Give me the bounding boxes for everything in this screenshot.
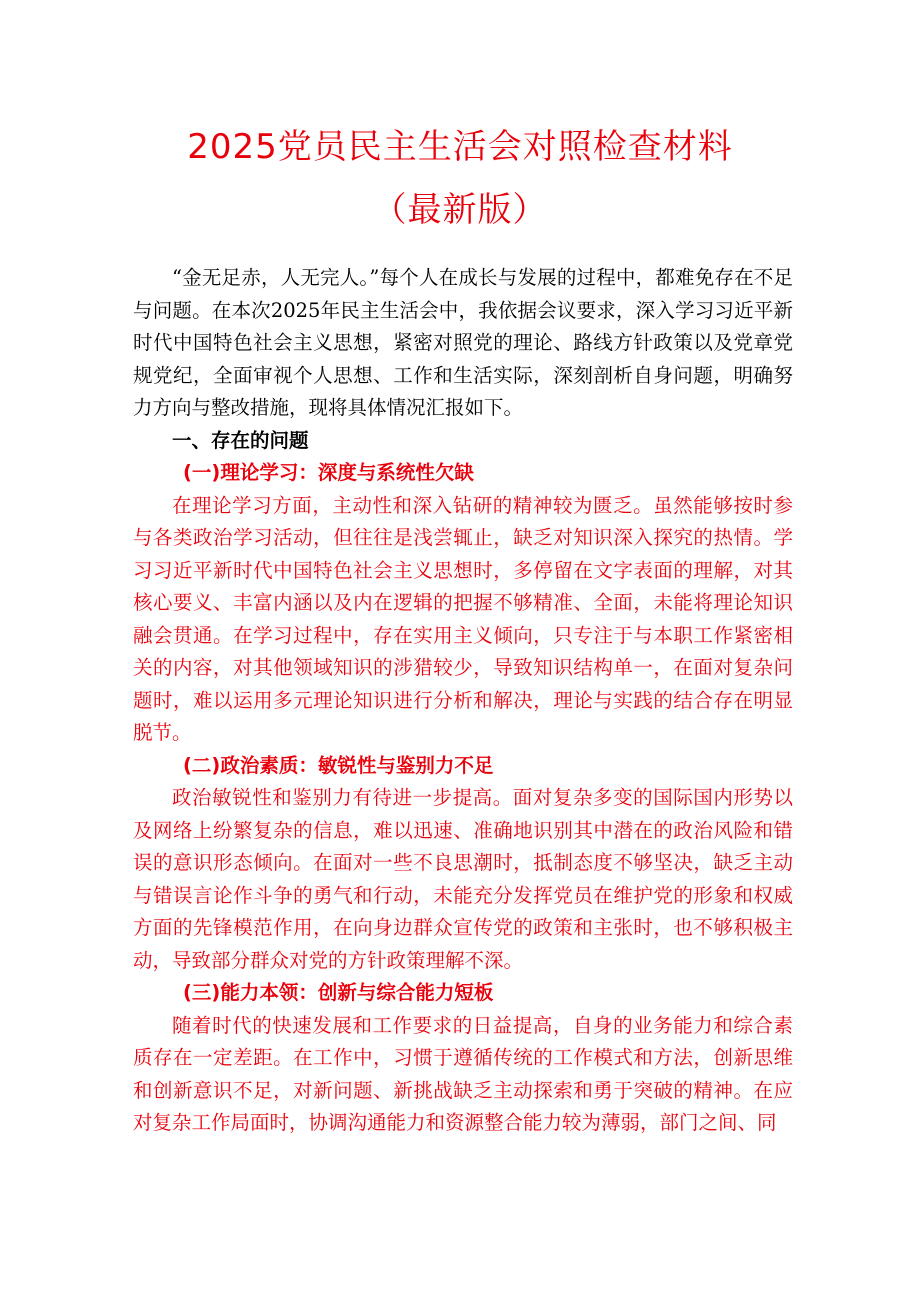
subsection-body-ability: 随着时代的快速发展和工作要求的日益提高，自身的业务能力和综合素质存在一定差距。在工作中，习惯于遵循传统的工作模式和方法，创新思维和创新意识不足，对新问题、新挑战缺乏主动探索和勇于突破的精神。在应对复杂工作局面时，协调沟通能力和资源整合能力较为薄弱，部门之间、同 [133, 1013, 793, 1134]
subsection-heading-political: (二)政治素质：敏锐性与鉴别力不足 [183, 753, 494, 777]
intro-paragraph: “金无足赤，人无完人。”每个人在成长与发展的过程中，都难免存在不足与问题。在本次2025年民主生活会中，我依据会议要求，深入学习习近平新时代中国特色社会主义思想，紧密对照党的理论、路线方针政策以及党章党规党纪，全面审视个人思想、工作和生活实际，深刻剖析自身问题，明确努力方向与整改措施，现将具体情况汇报如下。 [133, 266, 793, 419]
subsection-heading-theory: (一)理论学习：深度与系统性欠缺 [183, 461, 474, 484]
subsection-heading-ability: (三)能力本领：创新与综合能力短板 [183, 981, 494, 1004]
document-title: 2025党员民主生活会对照检查材料 [187, 127, 733, 167]
document-body [133, 262, 793, 1140]
document-subtitle: （最新版） [372, 190, 548, 230]
subsection-body-theory: 在理论学习方面，主动性和深入钻研的精神较为匮乏。虽然能够按时参与各类政治学习活动，但往往是浅尝辄止，缺乏对知识深入探究的热情。学习习近平新时代中国特色社会主义思想时，多停留在文字表面的理解，对其核心要义、丰富内涵以及内在逻辑的把握不够精准、全面，未能将理论知识融会贯通。在学习过程中，存在实用主义倾向，只专注于与本职工作紧密相关的内容，对其他领域知识的涉猎较少，导致知识结构单一，在面对复杂问题时，难以运用多元理论知识进行分析和解决，理论与实践的结合存在明显脱节。 [133, 493, 793, 744]
subsection-body-political: 政治敏锐性和鉴别力有待进一步提高。面对复杂多变的国际国内形势以及网络上纷繁复杂的信息，难以迅速、准确地识别其中潜在的政治风险和错误的意识形态倾向。在面对一些不良思潮时，抵制态度不够坚决，缺乏主动与错误言论作斗争的勇气和行动，未能充分发挥党员在维护党的形象和权威方面的先锋模范作用，在向身边群众宣传党的政策和主张时，也不够积极主动，导致部分群众对党的方针政策理解不深。 [133, 786, 793, 972]
section-heading-problems: 一、存在的问题 [172, 428, 309, 452]
